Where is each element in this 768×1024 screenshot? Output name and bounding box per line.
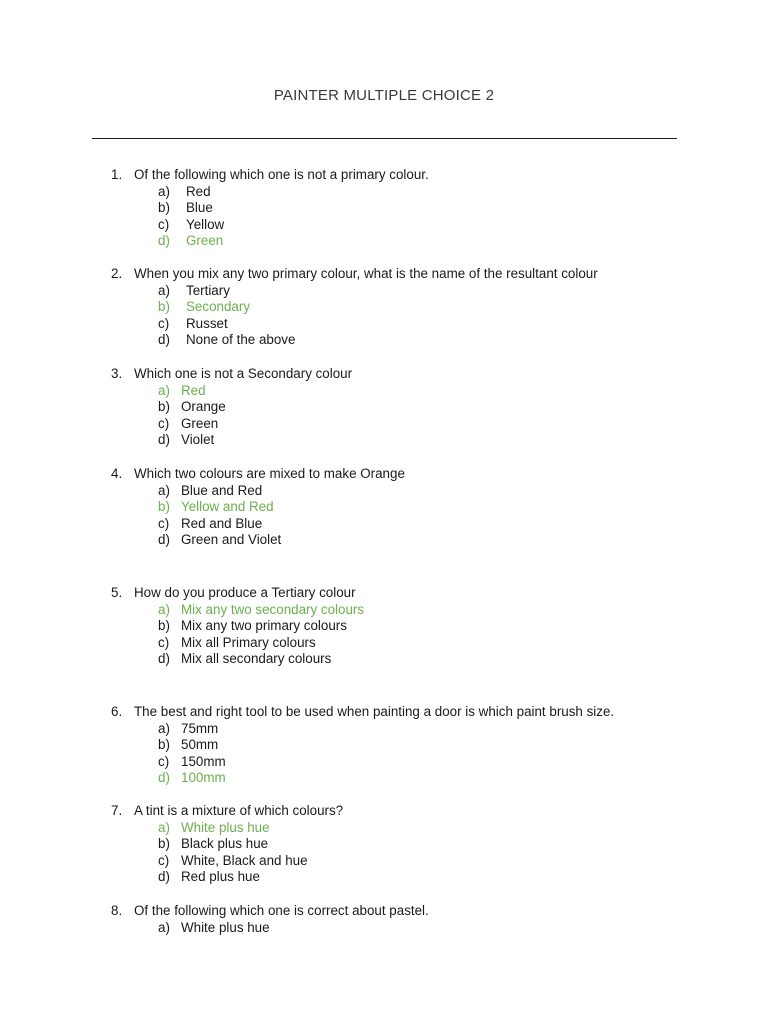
answer-option bbox=[0, 532, 768, 549]
option-letter: a) bbox=[158, 720, 170, 736]
answer-option-correct bbox=[0, 233, 768, 250]
option-letter: a) bbox=[158, 282, 170, 298]
option-text: White plus hue bbox=[181, 819, 270, 835]
option-letter: c) bbox=[158, 415, 170, 431]
answer-option-correct bbox=[0, 383, 768, 400]
question-3 bbox=[0, 366, 768, 449]
option-letter: b) bbox=[158, 200, 170, 215]
answer-option bbox=[0, 618, 768, 635]
option-letter: b) bbox=[158, 399, 170, 414]
question-2 bbox=[0, 266, 768, 349]
option-letter: b) bbox=[158, 836, 170, 851]
option-letter: c) bbox=[158, 515, 170, 531]
option-letter: d) bbox=[158, 532, 170, 547]
option-letter: a) bbox=[158, 819, 170, 835]
question-text: Which one is not a Secondary colour bbox=[134, 366, 353, 381]
question-6 bbox=[0, 704, 768, 787]
option-text: Blue bbox=[186, 200, 213, 215]
question-number: 3. bbox=[111, 366, 123, 381]
option-letter: c) bbox=[158, 852, 170, 868]
option-letter: a) bbox=[158, 183, 170, 199]
question-line bbox=[0, 704, 768, 721]
answer-option bbox=[0, 217, 768, 234]
question-text: Of the following which one is not a primary colour. bbox=[134, 167, 429, 182]
option-text: Violet bbox=[181, 432, 215, 447]
question-line bbox=[0, 803, 768, 820]
option-text: Yellow bbox=[186, 216, 225, 232]
question-text: Which two colours are mixed to make Orange bbox=[134, 466, 405, 481]
question-text: How do you produce a Tertiary colour bbox=[134, 585, 356, 600]
answer-option bbox=[0, 432, 768, 449]
answer-option bbox=[0, 316, 768, 333]
question-text: A tint is a mixture of which colours? bbox=[134, 803, 344, 818]
answer-option bbox=[0, 516, 768, 533]
option-letter: d) bbox=[158, 869, 170, 884]
question-number: 5. bbox=[111, 585, 123, 600]
answer-option bbox=[0, 754, 768, 771]
question-number: 2. bbox=[111, 266, 123, 281]
question-number: 4. bbox=[111, 466, 123, 481]
answer-option-correct bbox=[0, 820, 768, 837]
option-text: Red bbox=[181, 382, 206, 398]
option-letter: d) bbox=[158, 432, 170, 447]
question-8 bbox=[0, 903, 768, 936]
answer-option bbox=[0, 416, 768, 433]
answer-option bbox=[0, 836, 768, 853]
option-letter: b) bbox=[158, 299, 170, 314]
option-letter: d) bbox=[158, 651, 170, 666]
option-text: 75mm bbox=[181, 720, 219, 736]
option-letter: b) bbox=[158, 618, 170, 633]
option-letter: a) bbox=[158, 382, 170, 398]
question-line bbox=[0, 585, 768, 602]
option-letter: b) bbox=[158, 737, 170, 752]
option-text: Tertiary bbox=[186, 282, 230, 298]
answer-option bbox=[0, 737, 768, 754]
question-7 bbox=[0, 803, 768, 886]
question-4 bbox=[0, 466, 768, 549]
option-text: White plus hue bbox=[181, 919, 270, 935]
option-letter: d) bbox=[158, 770, 170, 785]
question-text: Of the following which one is correct about pastel. bbox=[134, 903, 429, 918]
answer-option bbox=[0, 283, 768, 300]
question-1 bbox=[0, 167, 768, 250]
answer-option-correct bbox=[0, 299, 768, 316]
answer-option-correct bbox=[0, 770, 768, 787]
option-text: Red plus hue bbox=[181, 869, 260, 884]
answer-option-correct bbox=[0, 499, 768, 516]
option-text: Mix all Primary colours bbox=[181, 634, 316, 650]
option-text: Black plus hue bbox=[181, 836, 269, 851]
option-letter: d) bbox=[158, 233, 170, 248]
question-line bbox=[0, 366, 768, 383]
option-text: Mix any two primary colours bbox=[181, 618, 347, 633]
option-letter: c) bbox=[158, 315, 170, 331]
answer-option bbox=[0, 184, 768, 201]
option-text: Green bbox=[181, 415, 219, 431]
question-number: 6. bbox=[111, 704, 123, 719]
option-text: Mix any two secondary colours bbox=[181, 601, 365, 617]
question-line bbox=[0, 167, 768, 184]
option-text: 50mm bbox=[181, 737, 219, 752]
question-text: When you mix any two primary colour, what is the name of the resultant colour bbox=[134, 266, 598, 281]
option-text: Blue and Red bbox=[181, 482, 263, 498]
question-number: 1. bbox=[111, 167, 123, 182]
question-number: 8. bbox=[111, 903, 123, 918]
page-title: PAINTER MULTIPLE CHOICE 2 bbox=[273, 87, 495, 104]
option-text: Orange bbox=[181, 399, 226, 414]
answer-option bbox=[0, 869, 768, 886]
option-text: Russet bbox=[186, 315, 228, 331]
option-letter: a) bbox=[158, 482, 170, 498]
option-letter: c) bbox=[158, 753, 170, 769]
answer-option bbox=[0, 853, 768, 870]
option-letter: a) bbox=[158, 919, 170, 935]
answer-option bbox=[0, 200, 768, 217]
title-divider bbox=[92, 138, 677, 139]
answer-option bbox=[0, 635, 768, 652]
answer-option bbox=[0, 332, 768, 349]
question-line bbox=[0, 903, 768, 920]
option-text: Yellow and Red bbox=[181, 499, 274, 514]
option-letter: a) bbox=[158, 601, 170, 617]
question-text: The best and right tool to be used when painting a door is which paint brush size. bbox=[134, 704, 615, 719]
option-text: 100mm bbox=[181, 770, 226, 785]
question-line bbox=[0, 266, 768, 283]
option-text: Mix all secondary colours bbox=[181, 651, 332, 666]
option-text: 150mm bbox=[181, 753, 226, 769]
option-text: Green and Violet bbox=[181, 532, 282, 547]
option-letter: c) bbox=[158, 216, 170, 232]
answer-option bbox=[0, 483, 768, 500]
option-text: Green bbox=[186, 233, 224, 248]
question-line bbox=[0, 466, 768, 483]
answer-option bbox=[0, 399, 768, 416]
option-text: White, Black and hue bbox=[181, 852, 308, 868]
option-text: None of the above bbox=[186, 332, 296, 347]
option-letter: b) bbox=[158, 499, 170, 514]
option-text: Red bbox=[186, 183, 211, 199]
question-5 bbox=[0, 585, 768, 668]
option-text: Secondary bbox=[186, 299, 251, 314]
answer-option bbox=[0, 920, 768, 937]
answer-option-correct bbox=[0, 602, 768, 619]
answer-option bbox=[0, 651, 768, 668]
option-text: Red and Blue bbox=[181, 515, 263, 531]
option-letter: d) bbox=[158, 332, 170, 347]
option-letter: c) bbox=[158, 634, 170, 650]
question-number: 7. bbox=[111, 803, 123, 818]
answer-option bbox=[0, 721, 768, 738]
